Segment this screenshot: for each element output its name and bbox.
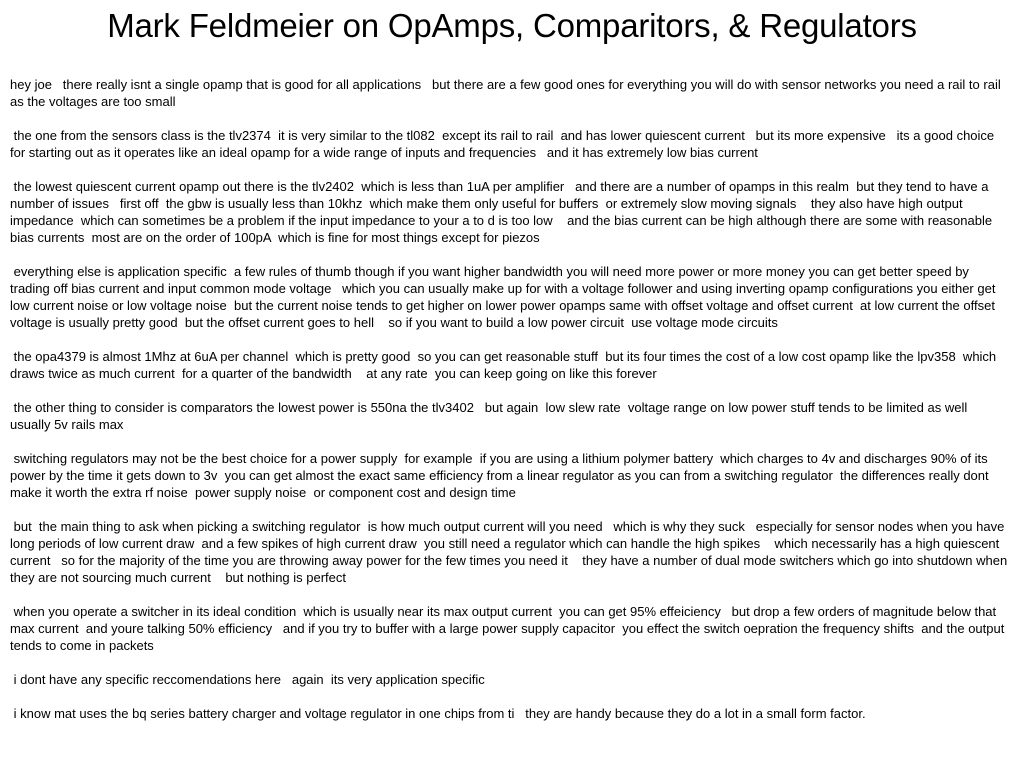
paragraph-6: the other thing to consider is comparators the lowest power is 550na the tlv3402 but again low slew rate voltage range on low power stuff tends to be limited as well usually 5v rails max — [10, 400, 975, 432]
slide-title: Mark Feldmeier on OpAmps, Comparitors, & Regulators — [107, 7, 917, 44]
paragraph-9: when you operate a switcher in its ideal condition which is usually near its max output current you can get 95% effeiciency but drop a few orders of magnitude below that max current and youre talking 50% efficiency and if you try to buffer with a large power supply capacitor you effect the switch oepration the frequency shifts and the output tends to come in packets — [10, 604, 1008, 653]
paragraph-5: the opa4379 is almost 1Mhz at 6uA per channel which is pretty good so you can get reasonable stuff but its four times the cost of a low cost opamp like the lpv358 which draws twice as much current for a quarter of the bandwidth at any rate you can keep going on like this forever — [10, 349, 1000, 381]
paragraph-11: i know mat uses the bq series battery charger and voltage regulator in one chips from ti they are handy because they do a lot in a small form factor. — [10, 706, 866, 721]
paragraph-2: the one from the sensors class is the tlv2374 it is very similar to the tl082 except its rail to rail and has lower quiescent current but its more expensive its a good choice for starting out as it operates like an ideal opamp for a wide range of inputs and frequencies and it has extremely low bias current — [10, 128, 998, 160]
paragraph-3: the lowest quiescent current opamp out there is the tlv2402 which is less than 1uA per amplifier and there are a number of opamps in this realm but they tend to have a number of issues first off the gbw is usually less than 10khz which make them only useful for buffers or extremely slow moving signals they also have high output impedance which can sometimes be a problem if the input impedance to your a to d is too low and the bias current can be high although there are some with reasonable bias currents most are on the order of 100pA which is fine for most things except for piezos — [10, 179, 996, 245]
paragraph-10: i dont have any specific reccomendations here again its very application specific — [10, 672, 485, 687]
paragraph-1: hey joe there really isnt a single opamp that is good for all applications but there are a few good ones for everything you will do with sensor networks you need a rail to rail as the voltages are too small — [10, 77, 1008, 109]
slide-body — [10, 76, 1010, 722]
paragraph-4: everything else is application specific a few rules of thumb though if you want higher bandwidth you will need more power or more money you can get better speed by trading off bias current and input common mode voltage which you can usually make up for with a voltage follower and using inverting opamp configurations you either get low current noise or low voltage noise but the current noise tends to get higher on lower power opamps same with offset voltage and offset current at low current the offset voltage is usually pretty good but the offset current goes to hell so if you want to build a low power circuit use voltage mode circuits — [10, 264, 1000, 330]
paragraph-8: but the main thing to ask when picking a switching regulator is how much output current will you need which is why they suck especially for sensor nodes when you have long periods of low current draw and a few spikes of high current draw you still need a regulator which can handle the high spikes which necessarily has a high quiescent current so for the majority of the time you are throwing away power for the few times you need it they have a number of dual mode switchers which go into shutdown when they are not sourcing much current but nothing is perfect — [10, 519, 1011, 585]
paragraph-7: switching regulators may not be the best choice for a power supply for example if you are using a lithium polymer battery which charges to 4v and discharges 90% of its power by the time it gets down to 3v you can get almost the exact same efficiency from a linear regulator as you can from a switching regulator the differences really dont make it worth the extra rf noise power supply noise or component cost and design time — [10, 451, 993, 500]
